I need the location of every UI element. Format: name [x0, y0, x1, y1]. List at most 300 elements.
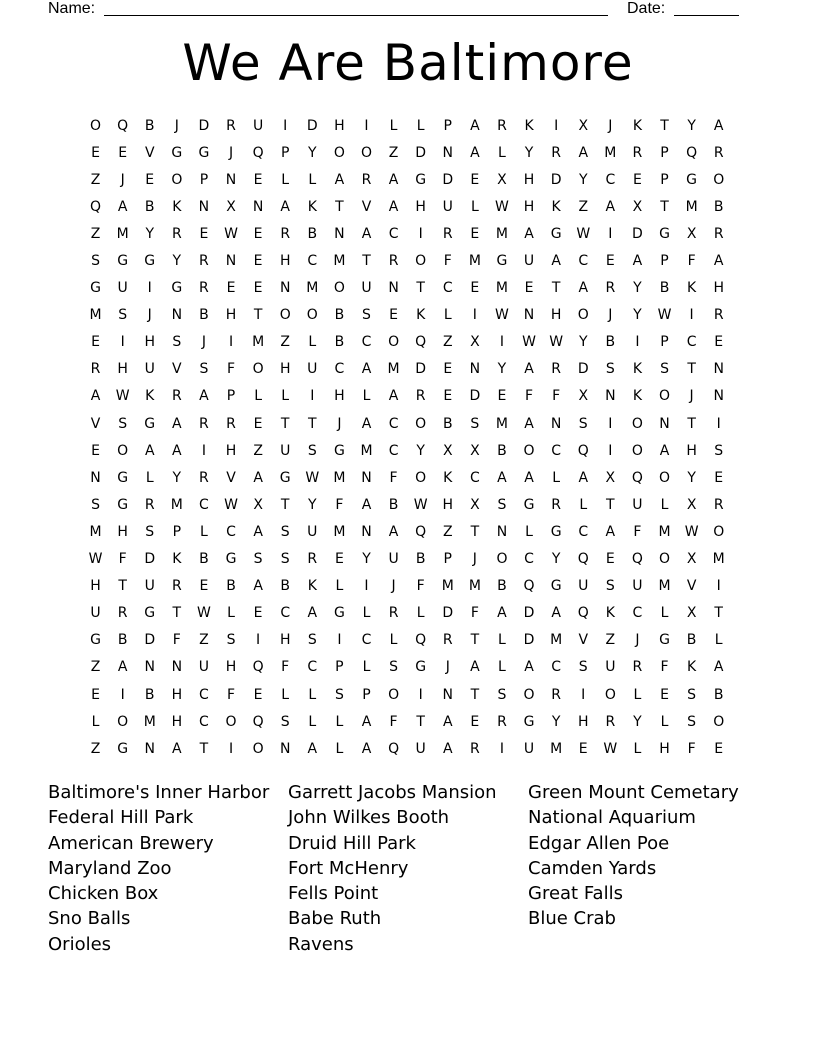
grid-letter: W	[495, 198, 509, 215]
grid-letter: G	[523, 496, 535, 513]
grid-letter: N	[550, 415, 562, 432]
grid-letter: N	[171, 307, 183, 324]
grid-letter: H	[90, 578, 101, 595]
grid-letter: U	[442, 198, 453, 215]
grid-letter: U	[632, 496, 643, 513]
word-list-item: Federal Hill Park	[48, 807, 194, 829]
grid-letter: Y	[633, 307, 642, 324]
grid-letter: T	[416, 280, 425, 297]
grid-letter: R	[90, 361, 101, 378]
grid-letter: F	[281, 659, 290, 676]
grid-letter: N	[442, 686, 453, 703]
grid-letter: V	[686, 578, 697, 595]
grid-letter: O	[577, 307, 589, 324]
grid-letter: D	[415, 361, 427, 378]
grid-letter: Y	[308, 496, 317, 513]
grid-letter: E	[714, 334, 724, 351]
grid-letter: P	[172, 523, 182, 540]
grid-letter: D	[523, 632, 535, 649]
grid-letter: Q	[631, 551, 643, 568]
name-label: Name:	[48, 0, 96, 17]
grid-letter: A	[497, 605, 507, 622]
grid-letter: T	[308, 415, 317, 432]
grid-letter: Y	[524, 144, 534, 161]
grid-letter: S	[334, 686, 344, 703]
grid-letter: O	[713, 523, 725, 540]
grid-letter: U	[198, 659, 210, 676]
grid-letter: J	[201, 334, 206, 351]
grid-letter: A	[442, 740, 453, 757]
grid-letter: P	[226, 388, 236, 405]
grid-letter: F	[118, 551, 127, 568]
grid-letter: Q	[252, 659, 264, 676]
grid-letter: T	[253, 307, 263, 324]
grid-letter: U	[307, 361, 318, 378]
grid-letter: T	[687, 415, 696, 432]
grid-letter: R	[199, 415, 209, 432]
grid-letter: E	[91, 442, 100, 459]
grid-letter: H	[334, 117, 345, 134]
grid-letter: C	[632, 605, 643, 622]
grid-letter: N	[659, 415, 670, 432]
grid-letter: I	[716, 578, 721, 595]
word-list-item: Baltimore's Inner Harbor	[48, 782, 270, 803]
grid-letter: R	[388, 605, 399, 622]
grid-letter: X	[470, 334, 480, 351]
grid-letter: D	[198, 117, 210, 134]
grid-letter: S	[199, 361, 209, 378]
grid-letter: Y	[578, 334, 588, 351]
grid-letter: M	[333, 523, 346, 540]
grid-letter: K	[551, 198, 561, 215]
grid-letter: G	[171, 144, 183, 161]
word-column	[48, 780, 288, 957]
grid-letter: I	[499, 334, 505, 351]
grid-letter: M	[685, 198, 698, 215]
grid-letter: I	[256, 632, 261, 649]
grid-letter: P	[280, 144, 290, 161]
grid-letter: L	[362, 659, 371, 676]
grid-letter: E	[199, 578, 209, 595]
grid-letter: C	[551, 442, 562, 459]
grid-letter: I	[120, 686, 125, 703]
grid-letter: L	[281, 171, 290, 188]
grid-letter: J	[120, 171, 125, 188]
grid-letter: B	[605, 334, 616, 351]
grid-letter: Q	[415, 632, 427, 649]
grid-letter: S	[118, 307, 128, 324]
grid-letter: R	[226, 415, 236, 432]
grid-letter: A	[361, 496, 372, 513]
grid-letter: A	[713, 659, 724, 676]
grid-letter: M	[712, 551, 725, 568]
grid-letter: E	[253, 280, 263, 297]
grid-letter: M	[252, 334, 265, 351]
grid-letter: E	[605, 551, 615, 568]
grid-letter: I	[716, 415, 721, 432]
grid-letter: A	[524, 659, 534, 676]
grid-letter: I	[635, 334, 640, 351]
date-blank-line	[674, 15, 739, 16]
grid-letter: G	[333, 442, 345, 459]
grid-letter: U	[578, 578, 589, 595]
grid-letter: L	[362, 605, 371, 622]
grid-letter: J	[635, 632, 640, 649]
grid-letter: I	[364, 578, 369, 595]
grid-letter: N	[279, 280, 291, 297]
grid-letter: C	[361, 632, 372, 649]
grid-letter: H	[117, 523, 128, 540]
grid-letter: M	[333, 469, 346, 486]
grid-letter: U	[144, 361, 155, 378]
grid-letter: Y	[687, 469, 696, 486]
grid-letter: E	[714, 469, 724, 486]
word-list-item: Fells Point	[288, 883, 379, 905]
grid-letter: Y	[687, 117, 696, 134]
grid-letter: F	[172, 632, 181, 649]
word-list-item: Chicken Box	[48, 883, 159, 905]
grid-letter: S	[687, 713, 697, 730]
grid-letter: F	[416, 578, 425, 595]
grid-letter: A	[578, 144, 589, 161]
grid-letter: P	[443, 551, 452, 568]
grid-letter: N	[523, 307, 535, 324]
grid-letter: E	[524, 280, 534, 297]
grid-letter: Y	[633, 280, 642, 297]
grid-letter: L	[362, 388, 371, 405]
grid-letter: G	[198, 144, 210, 161]
grid-letter: T	[280, 415, 290, 432]
grid-letter: Z	[442, 334, 453, 351]
grid-letter: A	[253, 523, 263, 540]
grid-letter: P	[660, 253, 669, 270]
grid-letter: I	[418, 225, 423, 242]
grid-letter: I	[418, 686, 423, 703]
name-blank-line	[104, 15, 608, 16]
grid-letter: J	[608, 307, 613, 324]
grid-letter: T	[470, 523, 480, 540]
grid-letter: G	[550, 225, 562, 242]
grid-letter: R	[117, 605, 128, 622]
grid-letter: T	[172, 605, 182, 622]
grid-letter: H	[659, 740, 670, 757]
grid-letter: A	[361, 361, 372, 378]
grid-letter: R	[199, 253, 209, 270]
word-list-item: John Wilkes Booth	[288, 807, 450, 829]
grid-letter: E	[253, 253, 263, 270]
grid-letter: M	[143, 713, 156, 730]
grid-letter: G	[144, 415, 156, 432]
grid-letter: A	[117, 198, 128, 215]
grid-letter: E	[334, 551, 344, 568]
grid-letter: Y	[308, 144, 317, 161]
grid-letter: Z	[90, 659, 101, 676]
grid-letter: U	[117, 280, 128, 297]
grid-letter: K	[632, 361, 643, 378]
grid-letter: N	[252, 198, 264, 215]
grid-letter: H	[577, 713, 589, 730]
grid-letter: H	[523, 198, 535, 215]
grid-letter: A	[605, 198, 616, 215]
grid-letter: Q	[415, 334, 427, 351]
grid-letter: G	[279, 469, 291, 486]
grid-letter: Z	[90, 225, 101, 242]
grid-letter: H	[279, 361, 291, 378]
grid-letter: B	[144, 117, 155, 134]
grid-letter: D	[144, 632, 156, 649]
grid-letter: O	[604, 686, 616, 703]
grid-letter: N	[279, 740, 291, 757]
grid-letter: W	[522, 334, 536, 351]
grid-letter: K	[172, 198, 182, 215]
grid-letter: T	[551, 280, 561, 297]
grid-letter: O	[225, 713, 237, 730]
grid-letter: S	[578, 415, 588, 432]
grid-letter: E	[578, 740, 588, 757]
grid-letter: G	[117, 496, 129, 513]
grid-letter: E	[226, 280, 236, 297]
grid-letter: W	[657, 307, 672, 324]
grid-letter: X	[686, 496, 697, 513]
grid-letter: A	[524, 415, 534, 432]
grid-letter: A	[605, 523, 616, 540]
grid-letter: I	[554, 117, 559, 134]
grid-letter: G	[523, 713, 535, 730]
word-list-item: Ravens	[288, 933, 354, 955]
grid-letter: P	[660, 171, 669, 188]
word-list-item: Camden Yards	[528, 857, 657, 879]
grid-letter: D	[469, 388, 481, 405]
grid-letter: A	[388, 171, 399, 188]
grid-letter: Z	[578, 198, 589, 215]
grid-letter: N	[90, 469, 101, 486]
grid-letter: W	[684, 523, 699, 540]
grid-letter: L	[335, 740, 344, 757]
grid-letter: O	[279, 307, 291, 324]
grid-letter: X	[578, 117, 589, 134]
grid-letter: D	[577, 361, 589, 378]
grid-letter: E	[253, 605, 263, 622]
grid-letter: R	[361, 171, 372, 188]
grid-letter: R	[551, 144, 561, 161]
grid-letter: X	[226, 198, 236, 215]
grid-letter: P	[199, 171, 209, 188]
grid-letter: C	[551, 659, 562, 676]
grid-letter: W	[549, 334, 564, 351]
grid-letter: J	[689, 388, 694, 405]
grid-letter: W	[224, 496, 238, 513]
grid-letter: L	[525, 523, 533, 540]
grid-letter: N	[605, 388, 616, 405]
grid-letter: K	[632, 388, 643, 405]
grid-letter: B	[144, 686, 155, 703]
grid-letter: M	[550, 632, 563, 649]
grid-letter: C	[361, 334, 372, 351]
grid-letter: L	[91, 713, 100, 730]
grid-letter: F	[443, 253, 452, 270]
grid-letter: A	[361, 713, 372, 730]
grid-letter: R	[605, 713, 616, 730]
grid-letter: U	[307, 523, 318, 540]
grid-letter: T	[606, 496, 615, 513]
grid-letter: J	[147, 307, 152, 324]
grid-letter: E	[632, 171, 642, 188]
grid-letter: H	[225, 659, 237, 676]
grid-letter: I	[499, 740, 505, 757]
grid-letter: U	[280, 442, 291, 459]
grid-letter: I	[337, 632, 342, 649]
grid-letter: O	[252, 361, 264, 378]
grid-letter: G	[90, 280, 101, 297]
grid-letter: O	[388, 334, 400, 351]
grid-letter: N	[198, 198, 210, 215]
grid-letter: C	[307, 659, 318, 676]
grid-letter: L	[389, 632, 398, 649]
grid-letter: N	[713, 361, 724, 378]
grid-letter: G	[117, 253, 129, 270]
grid-letter: S	[118, 415, 128, 432]
grid-letter: R	[713, 496, 724, 513]
grid-letter: T	[660, 198, 669, 215]
word-list-item: Orioles	[48, 933, 112, 955]
grid-letter: F	[660, 659, 669, 676]
grid-letter: H	[279, 632, 291, 649]
grid-letter: D	[442, 605, 454, 622]
grid-letter: I	[310, 388, 315, 405]
grid-letter: N	[469, 361, 481, 378]
grid-letter: N	[334, 225, 345, 242]
word-list-item: Green Mount Cemetary	[528, 782, 739, 803]
grid-letter: L	[660, 713, 669, 730]
grid-letter: A	[578, 469, 589, 486]
grid-letter: Q	[252, 144, 264, 161]
grid-letter: Q	[90, 198, 102, 215]
grid-letter: Y	[145, 225, 155, 242]
grid-letter: Y	[172, 253, 182, 270]
grid-letter: B	[713, 198, 724, 215]
grid-letter: J	[391, 578, 396, 595]
grid-letter: B	[686, 632, 697, 649]
word-list	[48, 780, 768, 957]
grid-letter: H	[225, 307, 237, 324]
grid-letter: B	[713, 686, 724, 703]
grid-letter: X	[470, 442, 480, 459]
grid-letter: M	[468, 578, 481, 595]
grid-letter: W	[197, 605, 211, 622]
grid-letter: K	[416, 307, 426, 324]
grid-letter: G	[144, 605, 156, 622]
grid-letter: A	[497, 469, 507, 486]
grid-letter: O	[713, 171, 725, 188]
grid-letter: I	[228, 334, 234, 351]
grid-letter: E	[660, 686, 669, 703]
grid-letter: N	[171, 659, 183, 676]
grid-letter: O	[415, 469, 427, 486]
grid-letter: M	[550, 740, 563, 757]
grid-letter: Q	[252, 713, 264, 730]
grid-letter: B	[117, 632, 128, 649]
word-list-item: Maryland Zoo	[48, 857, 172, 879]
grid-letter: O	[659, 551, 671, 568]
grid-letter: O	[333, 280, 345, 297]
grid-letter: I	[472, 307, 477, 324]
grid-letter: B	[388, 496, 399, 513]
grid-letter: C	[388, 442, 399, 459]
grid-letter: O	[415, 415, 427, 432]
grid-letter: N	[388, 280, 399, 297]
grid-letter: Y	[551, 713, 561, 730]
grid-letter: L	[145, 469, 154, 486]
grid-letter: K	[307, 578, 317, 595]
grid-letter: E	[91, 686, 100, 703]
grid-letter: M	[170, 496, 183, 513]
grid-letter: E	[497, 388, 507, 405]
grid-letter: O	[713, 713, 725, 730]
grid-letter: B	[334, 307, 345, 324]
grid-letter: R	[144, 496, 155, 513]
word-list-item: Fort McHenry	[288, 857, 409, 879]
grid-letter: A	[144, 442, 155, 459]
grid-letter: Q	[523, 578, 535, 595]
word-list-item: Garrett Jacobs Mansion	[288, 782, 497, 803]
grid-letter: O	[523, 686, 535, 703]
grid-letter: C	[226, 523, 236, 540]
grid-letter: F	[552, 388, 561, 405]
grid-letter: Q	[415, 523, 427, 540]
grid-letter: R	[199, 280, 209, 297]
grid-letter: W	[88, 551, 103, 568]
grid-letter: R	[280, 225, 291, 242]
grid-letter: E	[91, 144, 100, 161]
grid-letter: P	[660, 334, 669, 351]
grid-letter: M	[116, 225, 129, 242]
grid-letter: O	[306, 307, 318, 324]
grid-letter: N	[361, 523, 372, 540]
grid-letter: E	[253, 415, 263, 432]
grid-letter: M	[333, 253, 346, 270]
grid-letter: B	[415, 551, 426, 568]
grid-letter: U	[415, 740, 426, 757]
grid-letter: C	[307, 253, 318, 270]
grid-letter: L	[308, 713, 317, 730]
grid-letter: G	[550, 578, 562, 595]
grid-letter: E	[443, 361, 453, 378]
grid-letter: A	[632, 253, 643, 270]
grid-letter: T	[660, 117, 669, 134]
word-list-item: National Aquarium	[528, 807, 696, 829]
grid-letter: G	[333, 605, 345, 622]
grid-letter: B	[497, 578, 507, 595]
grid-letter: O	[631, 415, 643, 432]
grid-letter: L	[633, 740, 642, 757]
grid-letter: A	[172, 442, 182, 459]
grid-letter: C	[388, 225, 399, 242]
grid-letter: B	[226, 578, 236, 595]
grid-letter: T	[714, 605, 723, 622]
grid-letter: E	[470, 171, 480, 188]
grid-letter: L	[227, 605, 235, 622]
grid-letter: B	[199, 551, 209, 568]
grid-letter: Z	[90, 740, 101, 757]
grid-letter: O	[659, 469, 671, 486]
grid-letter: I	[581, 686, 586, 703]
grid-letter: W	[115, 388, 130, 405]
grid-letter: M	[495, 225, 508, 242]
grid-letter: E	[389, 307, 398, 324]
grid-letter: U	[252, 117, 264, 134]
grid-letter: L	[416, 117, 425, 134]
grid-letter: K	[145, 388, 155, 405]
